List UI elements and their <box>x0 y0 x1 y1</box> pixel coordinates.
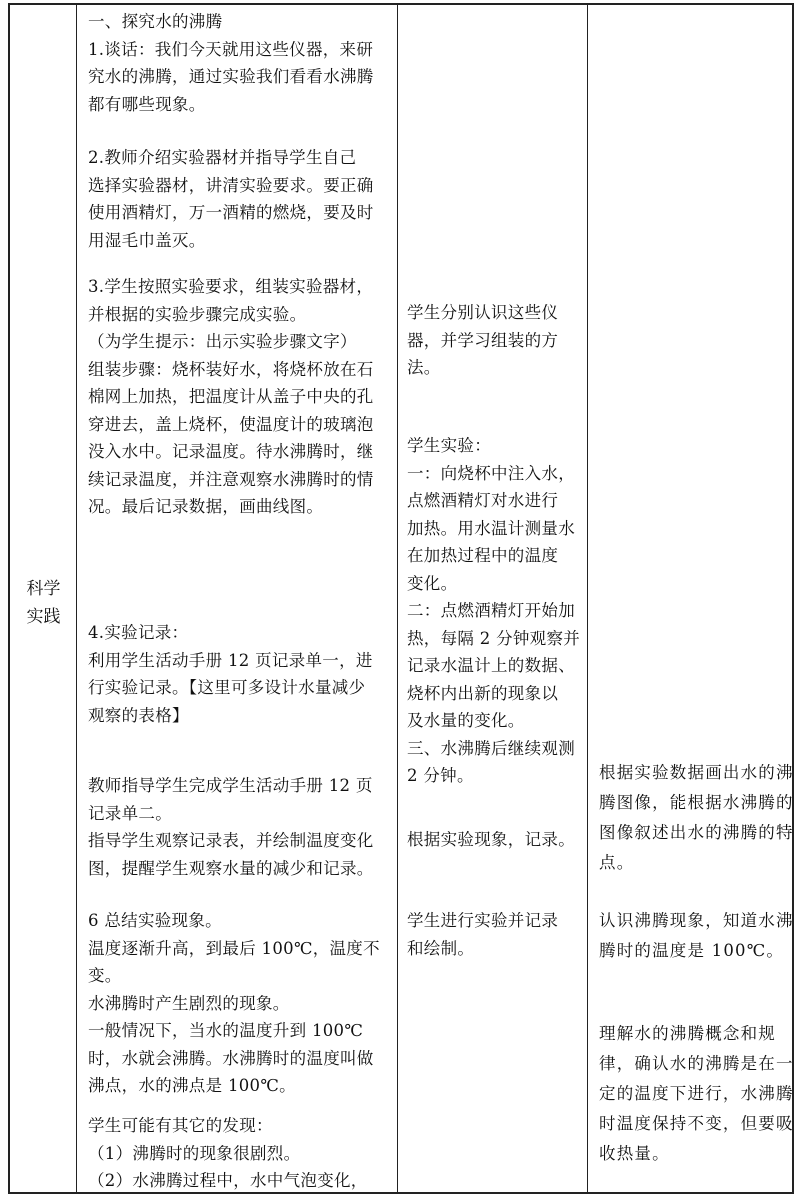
student-block-experiment <box>407 432 583 790</box>
text-line: 温度逐渐升高，到最后 100℃，温度不 <box>88 938 380 958</box>
text-line: 水沸腾时产生剧烈的现象。 <box>88 993 290 1013</box>
text-line: 根据实验数据画出水的沸 <box>599 763 794 782</box>
text-line: 点。 <box>599 853 635 872</box>
text-line: 时温度保持不变，但要吸 <box>599 1114 794 1133</box>
text-line: 用湿毛巾盖灭。 <box>88 230 206 250</box>
text-line: 三、水沸腾后继续观测 <box>407 738 575 758</box>
text-line: 认识沸腾现象，知道水沸 <box>599 911 794 930</box>
student-block-draw <box>407 907 583 962</box>
text-line: 和绘制。 <box>407 938 475 958</box>
text-line: 学生可能有其它的发现： <box>88 1116 273 1135</box>
text-line: 热，每隔 2 分钟观察并 <box>407 628 581 648</box>
text-line: 教师指导学生完成学生活动手册 12 页 <box>88 776 373 795</box>
text-line: 法。 <box>407 358 441 377</box>
activity-block-assembly <box>88 273 388 521</box>
text-line: 利用学生活动手册 12 页记录单一，进 <box>88 650 373 670</box>
text-line: （2）水沸腾过程中，水中气泡变化， <box>88 1171 368 1190</box>
student-block-record <box>407 826 583 854</box>
activity-block-discoveries <box>88 1112 388 1195</box>
text-line: 定的温度下进行，水沸腾 <box>599 1084 794 1103</box>
activity-block-equipment <box>88 144 388 254</box>
text-line: 点燃酒精灯对水进行 <box>407 491 559 510</box>
activity-block-record <box>88 619 388 729</box>
text-line: 变化。 <box>407 573 458 593</box>
text-line: 烧杯内出新的现象以 <box>407 683 559 703</box>
text-line: 一般情况下，当水的温度升到 100℃ <box>88 1021 364 1040</box>
activity-block-intro <box>88 8 388 118</box>
text-line: 2.教师介绍实验器材并指导学生自己 <box>88 148 357 167</box>
text-line: 及水量的变化。 <box>407 711 525 730</box>
text-line: 4.实验记录： <box>88 623 189 642</box>
text-line: 学生分别认识这些仪 <box>407 303 559 322</box>
activity-block-summary <box>88 907 388 1100</box>
objective-block-graph <box>599 758 794 878</box>
row-label <box>10 575 77 631</box>
text-line: 指导学生观察记录表，并绘制温度变化 <box>88 831 374 850</box>
objective-block-concept <box>599 1019 794 1169</box>
text-line: 图像叙述出水的沸腾的特 <box>599 823 794 842</box>
text-line: 1.谈话：我们今天就用这些仪器，来研 <box>88 39 374 59</box>
row-label-line: 实践 <box>26 607 61 627</box>
text-line: 学生进行实验并记录 <box>407 911 559 930</box>
text-line: 学生实验： <box>407 436 491 455</box>
text-line: 沸点，水的沸点是 100℃。 <box>88 1076 296 1095</box>
teacher-activity-column <box>78 5 398 1192</box>
text-line: 记录水温计上的数据、 <box>407 656 575 675</box>
text-line: 器，并学习组装的方 <box>407 330 559 350</box>
text-line: 记录单二。 <box>88 803 172 823</box>
text-line: 收热量。 <box>599 1144 670 1163</box>
text-line: 组装步骤：烧杯装好水，将烧杯放在石 <box>88 359 374 379</box>
text-line: 腾时的温度是 100℃。 <box>599 941 785 960</box>
text-line: 时，水就会沸腾。水沸腾时的温度叫做 <box>88 1048 374 1068</box>
text-line: 二：点燃酒精灯开始加 <box>407 601 575 620</box>
text-line: 根据实验现象，记录。 <box>407 830 575 849</box>
row-label-column <box>10 5 77 1192</box>
text-line: 理解水的沸腾概念和规 <box>599 1024 776 1043</box>
text-line: 续记录温度，并注意观察水沸腾时的情 <box>88 469 374 489</box>
column-divider <box>587 5 588 1192</box>
lesson-table <box>8 3 794 1194</box>
text-line: 加热。用水温计测量水 <box>407 518 575 538</box>
text-line: 况。最后记录数据，画曲线图。 <box>88 497 324 516</box>
text-line: 并根据的实验步骤完成实验。 <box>88 304 307 324</box>
text-line: 观察的表格】 <box>88 705 189 725</box>
text-line: 变。 <box>88 966 122 985</box>
text-line: 律，确认水的沸腾是在一 <box>599 1054 794 1073</box>
text-line: 2 分钟。 <box>407 766 474 785</box>
student-block-recognize <box>407 299 583 382</box>
objective-column <box>589 5 794 1192</box>
text-line: 没入水中。记录温度。待水沸腾时，继 <box>88 442 374 461</box>
text-line: 腾图像，能根据水沸腾的 <box>599 793 794 812</box>
text-line: 穿进去，盖上烧杯，使温度计的玻璃泡 <box>88 414 374 434</box>
text-line: 3.学生按照实验要求，组装实验器材， <box>88 277 374 296</box>
text-line: 在加热过程中的温度 <box>407 546 559 565</box>
text-line: 都有哪些现象。 <box>88 94 206 114</box>
text-line: 一、探究水的沸腾 <box>88 12 223 31</box>
text-line: （1）沸腾时的现象很剧烈。 <box>88 1143 301 1163</box>
text-line: 选择实验器材，讲清实验要求。要正确 <box>88 175 374 195</box>
text-line: 棉网上加热，把温度计从盖子中央的孔 <box>88 387 374 406</box>
student-activity-column <box>399 5 587 1192</box>
text-line: （为学生提示：出示实验步骤文字） <box>88 332 357 351</box>
text-line: 图，提醒学生观察水量的减少和记录。 <box>88 858 374 878</box>
text-line: 行实验记录。【这里可多设计水量减少 <box>88 678 366 697</box>
text-line: 6 总结实验现象。 <box>88 911 222 930</box>
text-line: 使用酒精灯，万一酒精的燃烧，要及时 <box>88 203 374 222</box>
text-line: 究水的沸腾，通过实验我们看看水沸腾 <box>88 67 374 86</box>
activity-block-guidance <box>88 772 388 882</box>
objective-block-phenomenon <box>599 906 794 966</box>
row-label-line: 科学 <box>26 579 61 599</box>
text-line: 一：向烧杯中注入水， <box>407 463 575 483</box>
